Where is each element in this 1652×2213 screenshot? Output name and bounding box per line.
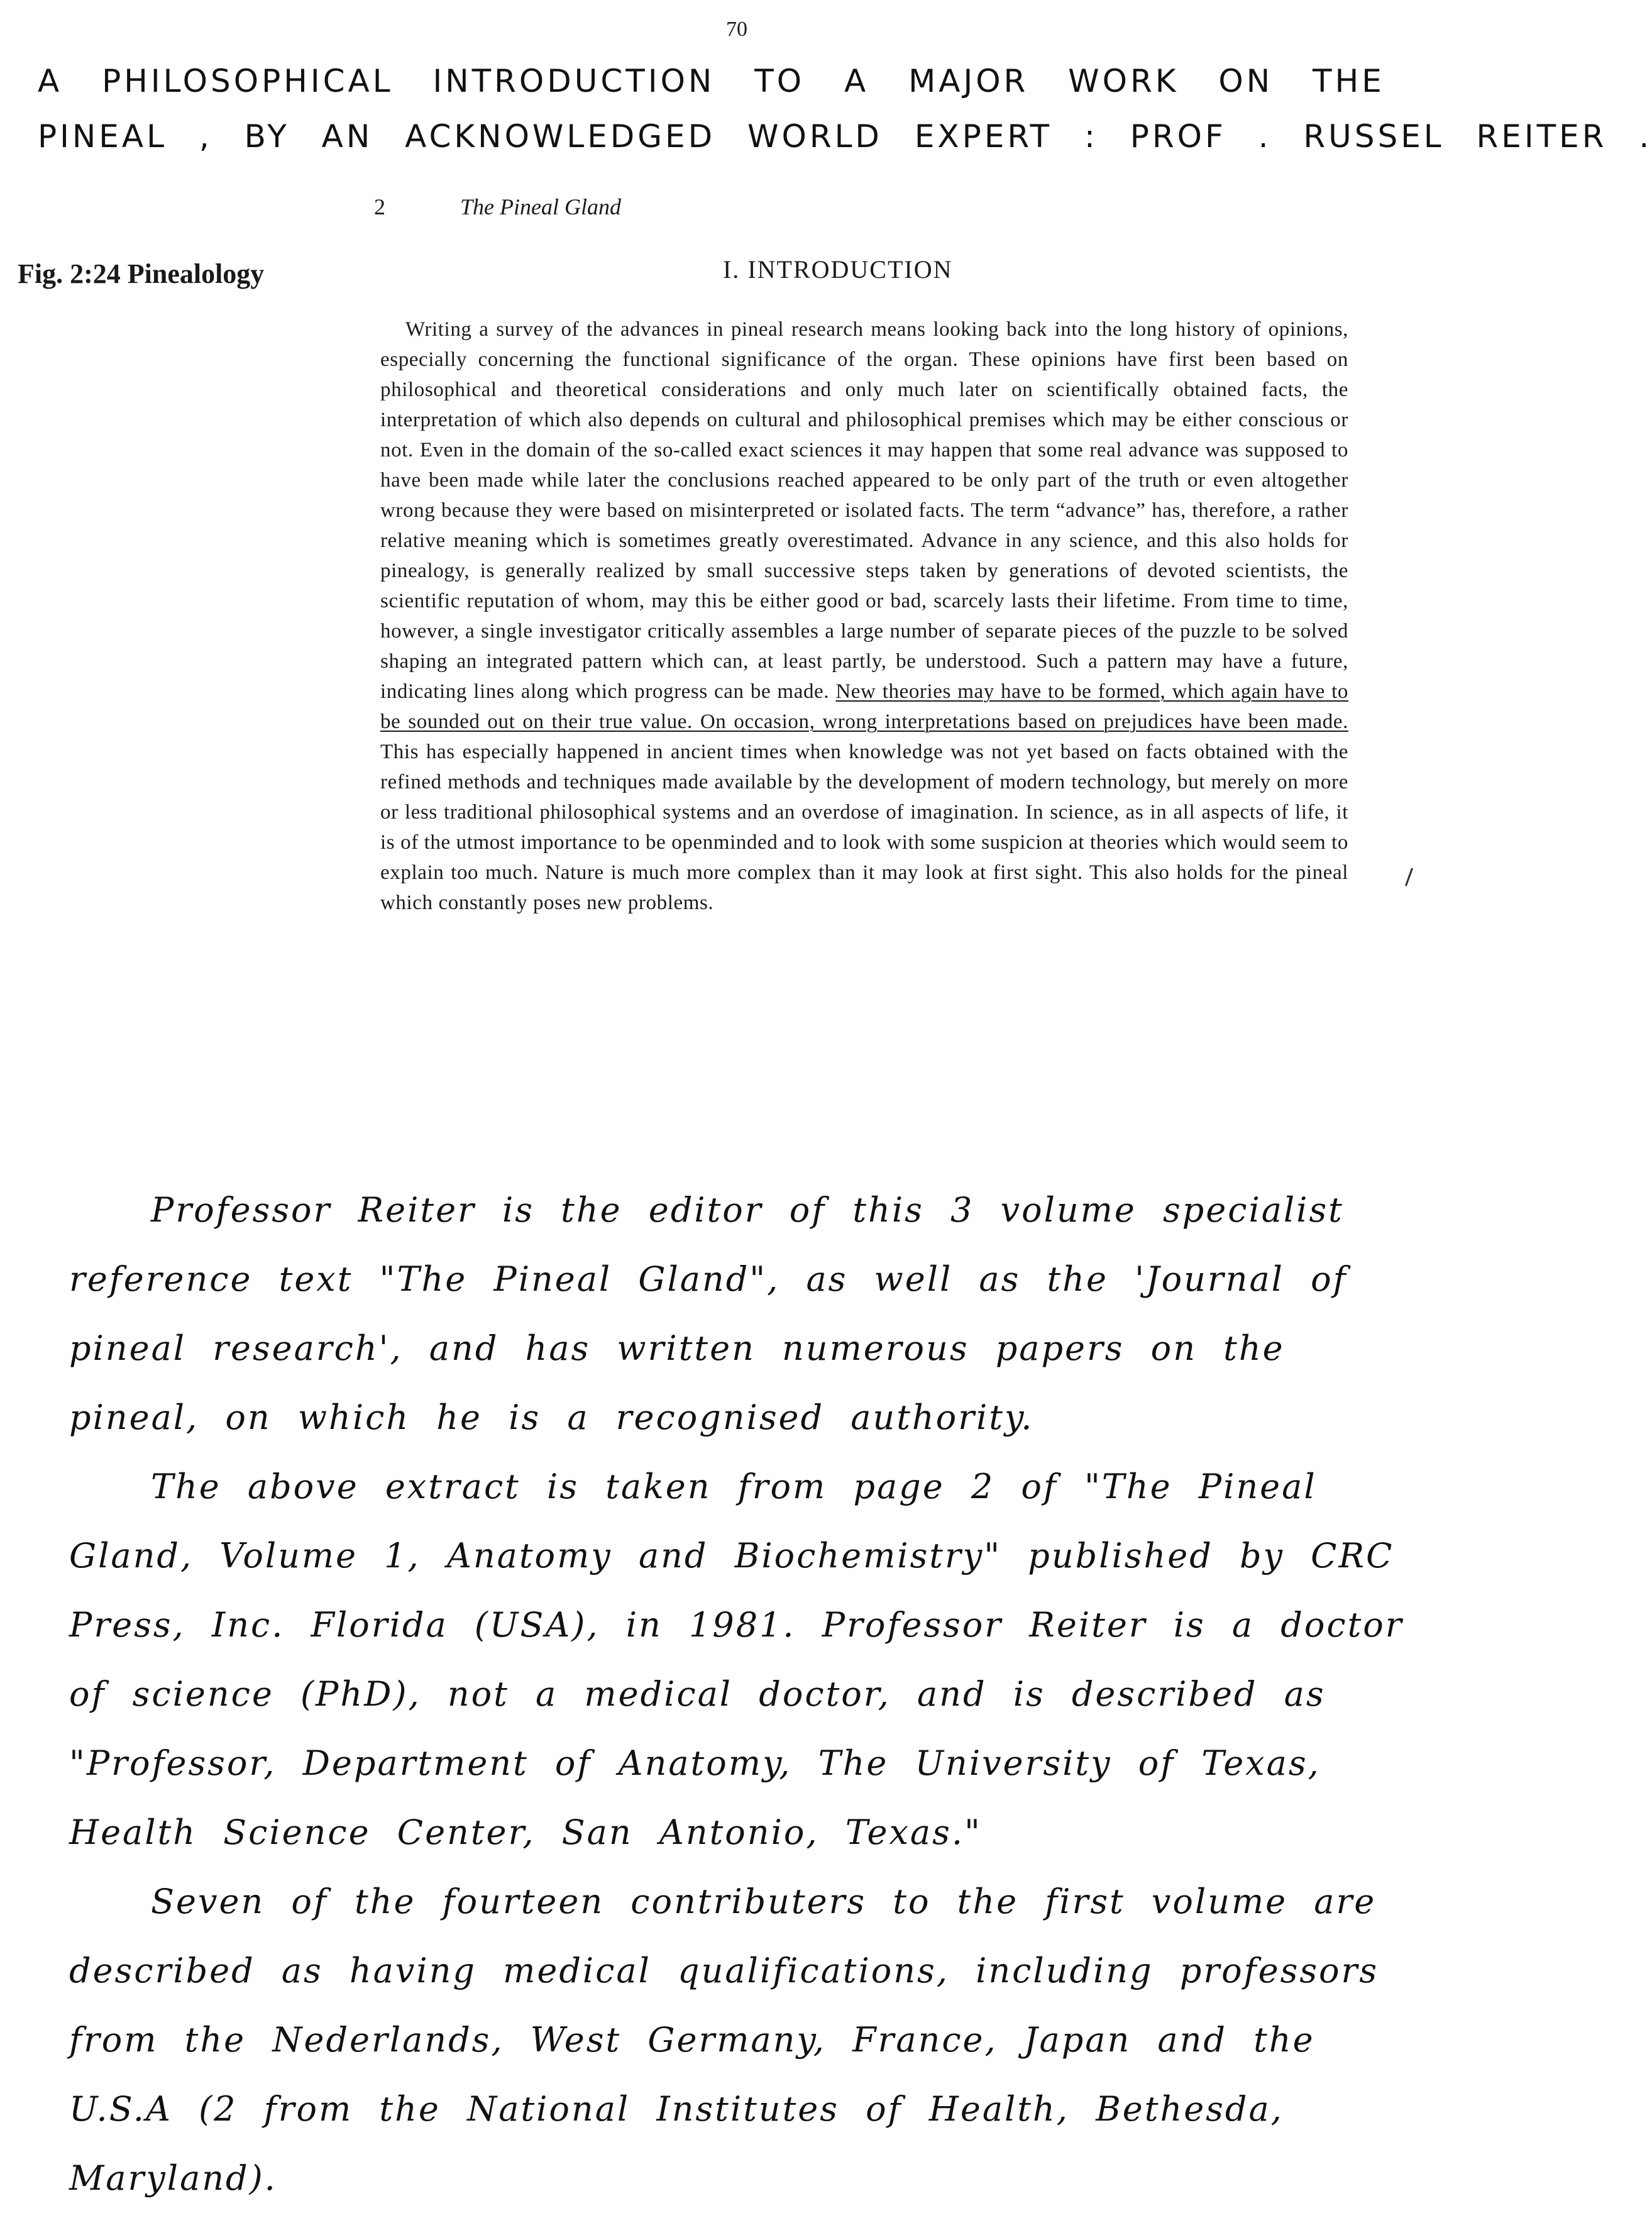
running-head-title: The Pineal Gland bbox=[460, 194, 621, 219]
handwritten-title-line-1: A PHILOSOPHICAL INTRODUCTION TO A MAJOR WORK ON THE bbox=[38, 63, 1385, 99]
handwritten-title-line-2: PINEAL , BY AN ACKNOWLEDGED WORLD EXPERT : PROF . RUSSEL REITER . bbox=[38, 118, 1652, 155]
handwritten-notes bbox=[69, 1176, 1421, 2213]
page-number: 70 bbox=[726, 18, 747, 41]
section-heading: I. INTRODUCTION bbox=[723, 255, 953, 284]
extract-underlined-passage: New theories may have to be formed, which again have to be sounded out on their true value. On occasion, wrong interpretations based on prejudices have been made. bbox=[380, 680, 1348, 733]
running-head-page: 2 bbox=[374, 194, 385, 219]
margin-mark bbox=[1405, 868, 1413, 886]
handwritten-paragraph: The above extract is taken from page 2 of "The Pineal Gland, Volume 1, Anatomy and Biochemistry" published by CRC Press, Inc. Florida (USA), in 1981. Professor Reiter is a doctor of science (PhD), not a medical doctor, and is described as "Professor, Department of Anatomy, The University of Texas, Health Science Center, San Antonio, Texas." bbox=[69, 1467, 1404, 1852]
handwritten-paragraph: Professor Reiter is the editor of this 3 volume specialist reference text "The Pineal Gland", as well as the 'Journal of pineal research', and has written numerous papers on the pineal, on which he is a recognised authority. bbox=[69, 1190, 1348, 1437]
running-head bbox=[374, 194, 621, 220]
extract-text-end: This has especially happened in ancient times when knowledge was not yet based on facts obtained with the refined methods and techniques made available by the development of modern technology, but merely on more or less traditional philosophical systems and an overdose of imagination. In science, as in all aspects of life, it is of the utmost importance to be openminded and to look with some suspicion at theories which would seem to explain too much. Nature is much more complex than it may look at first sight. This also holds for the pineal which constantly poses new problems. bbox=[380, 741, 1348, 914]
figure-label: Fig. 2:24 Pinealology bbox=[18, 258, 265, 289]
extract-text-start: Writing a survey of the advances in pineal research means looking back into the long history of opinions, especially concerning the functional significance of the organ. These opinions have first been based on philosophical and theoretical considerations and only much later on scientifically obtained facts, the interpretation of which also depends on cultural and philosophical premises which may be either conscious or not. Even in the domain of the so-called exact sciences it may happen that some real advance was supposed to have been made while later the conclusions reached appeared to be only part of the truth or even altogether wrong because they were based on misinterpreted or isolated facts. The term “advance” has, therefore, a rather relative meaning which is sometimes greatly overestimated. Advance in any science, and this also holds for pinealogy, is generally realized by small successive steps taken by generations of devoted scientists, the scientific reputation of whom, may this be either good or bad, scarcely lasts their lifetime. From time to time, however, a single investigator critically assembles a large number of separate pieces of the puzzle to be solved shaping an integrated pattern which can, at least partly, be understood. Such a pattern may have a future, indicating lines along which progress can be made. bbox=[380, 318, 1348, 703]
book-extract bbox=[380, 314, 1348, 918]
handwritten-paragraph: Seven of the fourteen contributers to the first volume are described as having medical qualifications, including professors from the Nederlands, West Germany, France, Japan and the U.S.A (2 from the National Institutes of Health, Bethesda, Maryland). bbox=[69, 1882, 1379, 2198]
